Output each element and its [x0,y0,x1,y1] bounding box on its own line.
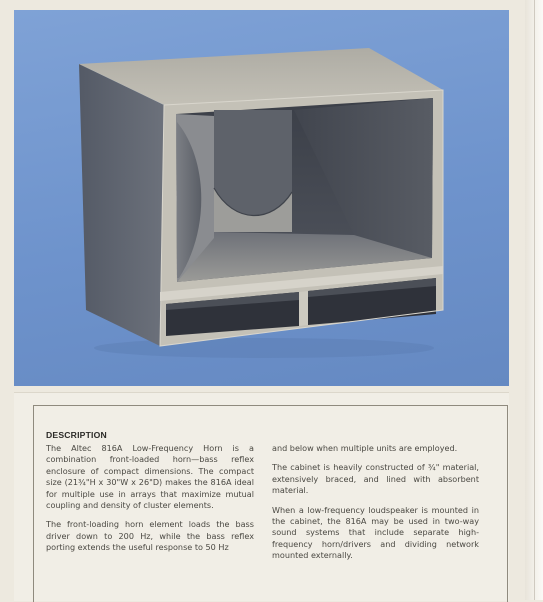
description-panel [14,392,509,601]
horn-cabinet-illustration [14,10,509,386]
description-right-column [272,443,479,570]
cabinet-left-side [79,64,164,346]
port-divider [299,291,308,326]
paragraph-horn-loading: The front-loading horn element loads the bass driver down to 200 Hz, while the bass reflex porting extends the useful response to 50 Hz [46,519,254,553]
description-left-column [46,443,254,562]
cabinet-shadow [94,338,434,358]
description-heading: DESCRIPTION [46,430,107,440]
paragraph-usage: When a low-frequency loudspeaker is mounted in the cabinet, the 816A may be used in two-way sound systems that include separate high-frequency horn/drivers and dividing network mounted externally. [272,504,479,561]
product-photo [14,10,509,386]
paragraph-construction: The cabinet is heavily constructed of ¾" material, extensively braced, and lined with absorbent material. [272,462,479,496]
page-fold-line [534,0,535,600]
paragraph-continuation: and below when multiple units are employed. [272,443,458,453]
paragraph-intro: The Altec 816A Low-Frequency Horn is a combination front-loaded horn—bass reflex enclosure of compact dimensions. The compact size (21¾"H x 30"W x 26"D) makes the 816A ideal for multiple use in arrays that maximize mutual coupling and density of cluster elements. [46,443,254,511]
